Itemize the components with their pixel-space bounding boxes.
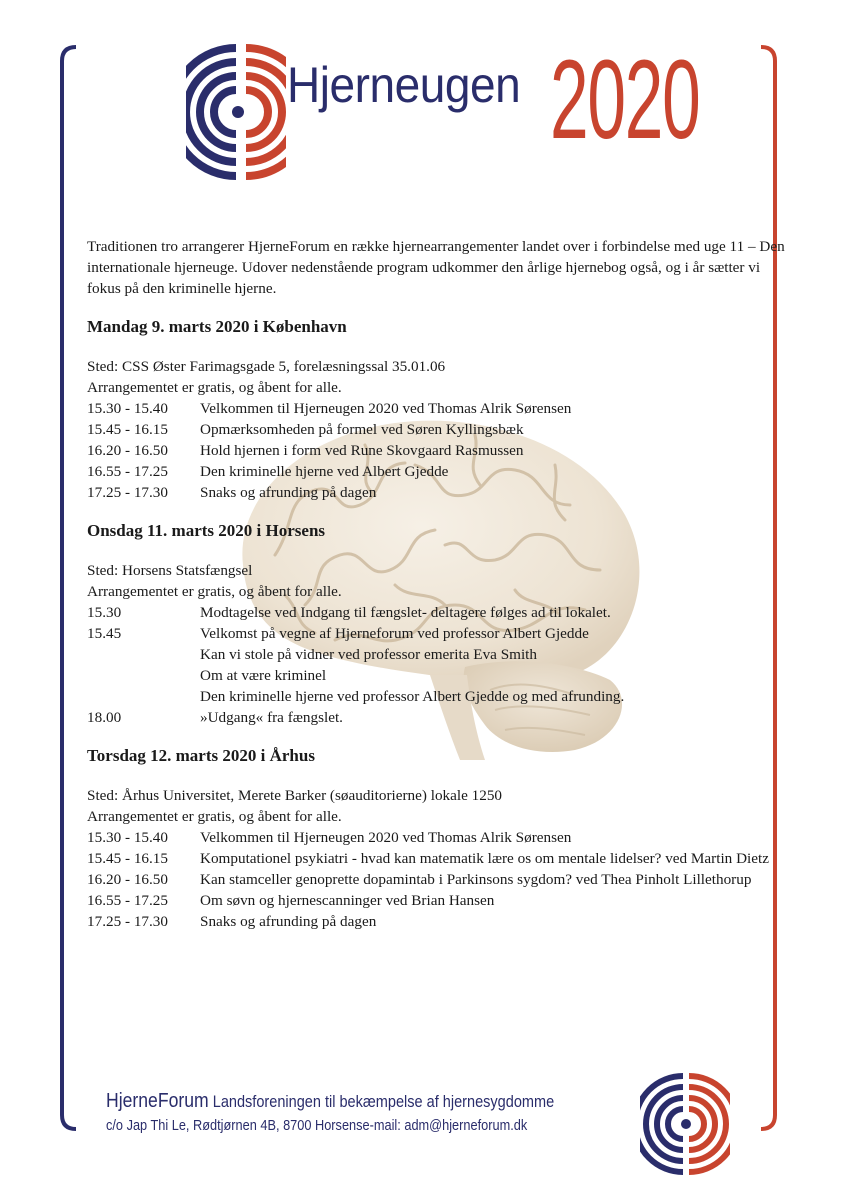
- schedule-time: [87, 665, 200, 686]
- section-koebenhavn: [87, 316, 787, 503]
- event-title-word: Hjerneugen: [287, 57, 521, 113]
- footer-brand: HjerneForum: [106, 1090, 209, 1112]
- schedule-time: [87, 644, 200, 665]
- schedule-time: 16.20 - 16.50: [87, 442, 168, 459]
- schedule-desc: Velkomst på vegne af Hjerneforum ved professor Albert Gjedde: [200, 625, 589, 642]
- admission-note: Arrangementet er gratis, og åbent for alle.: [87, 808, 342, 825]
- footer-address: c/o Jap Thi Le, Rødtjørnen 4B, 8700 Horsense-mail: adm@hjerneforum.dk: [106, 1118, 528, 1134]
- section-aarhus: [87, 745, 787, 932]
- section-heading: Mandag 9. marts 2020 i København: [87, 317, 347, 336]
- hjerneforum-logo-bottom: [640, 1072, 730, 1176]
- schedule-time: 16.55 - 17.25: [87, 463, 168, 480]
- schedule-desc: Den kriminelle hjerne ved Albert Gjedde: [200, 463, 449, 480]
- schedule-desc: Snaks og afrunding på dagen: [200, 913, 377, 930]
- schedule-time: 15.45 - 16.15: [87, 850, 168, 867]
- schedule-row: [87, 482, 787, 503]
- schedule-time: 15.45: [87, 625, 122, 642]
- schedule-row: [87, 707, 787, 728]
- schedule-desc: Velkommen til Hjerneugen 2020 ved Thomas Alrik Sørensen: [200, 829, 572, 846]
- schedule-time: 15.45 - 16.15: [87, 421, 168, 438]
- schedule-row: [87, 602, 787, 623]
- venue: Sted: CSS Øster Farimagsgade 5, forelæsningssal 35.01.06: [87, 358, 446, 375]
- schedule-time: 15.30 - 15.40: [87, 400, 168, 417]
- schedule-row: [87, 911, 787, 932]
- schedule-row: [87, 461, 787, 482]
- schedule-time: 15.30: [87, 604, 122, 621]
- schedule-row: [87, 827, 787, 848]
- schedule-desc: Hold hjernen i form ved Rune Skovgaard Rasmussen: [200, 442, 524, 459]
- schedule-time: 17.25 - 17.30: [87, 913, 168, 930]
- schedule-desc: Om at være kriminel: [200, 667, 327, 684]
- schedule-desc: Om søvn og hjernescanninger ved Brian Hansen: [200, 892, 495, 909]
- schedule-desc: Opmærksomheden på formel ved Søren Kyllingsbæk: [200, 421, 524, 438]
- venue: Sted: Horsens Statsfængsel: [87, 562, 253, 579]
- schedule-desc: Snaks og afrunding på dagen: [200, 484, 377, 501]
- schedule-time: 16.55 - 17.25: [87, 892, 168, 909]
- schedule-row: [87, 644, 787, 665]
- program-content: [87, 236, 787, 949]
- schedule-row: [87, 440, 787, 461]
- schedule-time: 18.00: [87, 709, 122, 726]
- schedule-time: 15.30 - 15.40: [87, 829, 168, 846]
- venue: Sted: Århus Universitet, Merete Barker (søauditorierne) lokale 1250: [87, 787, 503, 804]
- schedule-time: [87, 686, 200, 707]
- event-title-year: 2020: [550, 37, 700, 162]
- schedule-row: [87, 398, 787, 419]
- schedule-desc: Kan stamceller genoprette dopamintab i Parkinsons sygdom? ved Thea Pinholt Lillethorup: [200, 871, 752, 888]
- schedule-desc: Modtagelse ved Indgang til fængslet- deltagere følges ad til lokalet.: [200, 604, 611, 621]
- schedule-row: [87, 686, 787, 707]
- schedule-time: 16.20 - 16.50: [87, 871, 168, 888]
- hjerneforum-logo-top: [186, 42, 286, 182]
- left-bracket: [58, 44, 80, 1132]
- intro-text: Traditionen tro arrangerer HjerneForum en række hjernearrangementer landet over i forbindelse med uge 11 – Den internationale hjerneuge. Udover nedenstående program udkommer den årlige hjernebog også, og i år sætter vi fokus på den kriminelle hjerne.: [87, 238, 785, 297]
- admission-note: Arrangementet er gratis, og åbent for alle.: [87, 379, 342, 396]
- schedule-row: [87, 848, 787, 869]
- schedule-desc: Den kriminelle hjerne ved professor Albert Gjedde og med afrunding.: [200, 688, 625, 705]
- schedule-desc: Kan vi stole på vidner ved professor emerita Eva Smith: [200, 646, 537, 663]
- section-heading: Onsdag 11. marts 2020 i Horsens: [87, 521, 326, 540]
- schedule-desc: Velkommen til Hjerneugen 2020 ved Thomas Alrik Sørensen: [200, 400, 572, 417]
- schedule-row: [87, 890, 787, 911]
- section-horsens: [87, 520, 787, 728]
- admission-note: Arrangementet er gratis, og åbent for alle.: [87, 583, 342, 600]
- footer-tagline: Landsforeningen til bekæmpelse af hjernesygdomme: [212, 1093, 555, 1111]
- footer-organization: [106, 1090, 554, 1113]
- schedule-desc: »Udgang« fra fængslet.: [200, 709, 343, 726]
- schedule-row: [87, 419, 787, 440]
- section-heading: Torsdag 12. marts 2020 i Århus: [87, 746, 315, 765]
- schedule-row: [87, 623, 787, 644]
- schedule-time: 17.25 - 17.30: [87, 484, 168, 501]
- schedule-row: [87, 665, 787, 686]
- schedule-desc: Komputationel psykiatri - hvad kan matematik lære os om mentale lidelser? ved Martin Dietz: [200, 850, 769, 867]
- schedule-row: [87, 869, 787, 890]
